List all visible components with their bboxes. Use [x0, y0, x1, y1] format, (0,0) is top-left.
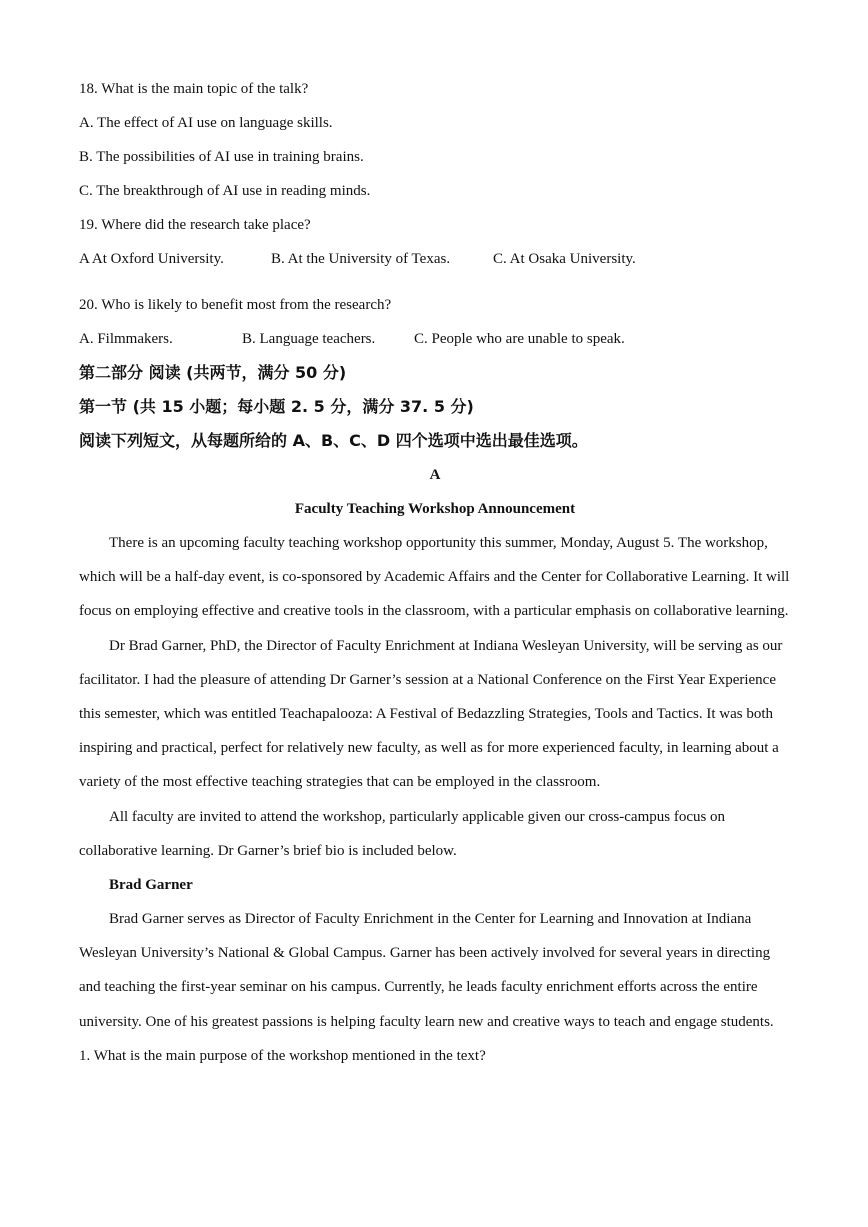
- q19-option-b: B. At the University of Texas.: [271, 251, 451, 267]
- part-title: 第二部分 阅读 (共两节，满分 50 分): [79, 363, 347, 382]
- question-19: 19. Where did the research take place?: [79, 217, 311, 233]
- q19-option-c: C. At Osaka University.: [493, 251, 636, 267]
- passage-paragraph-3: All faculty are invited to attend the workshop, particularly applicable given our cross-campus focus on collaborative learning. Dr Garner’s brief bio is included below.: [79, 808, 726, 859]
- q18-option-c: C. The breakthrough of AI use in reading minds.: [79, 183, 371, 199]
- question-18: 18. What is the main topic of the talk?: [79, 81, 309, 97]
- section-title: 第一节 (共 15 小题；每小题 2. 5 分，满分 37. 5 分): [79, 397, 474, 416]
- q19-options: [79, 242, 791, 276]
- section-instruction: 阅读下列短文，从每题所给的 A、B、C、D 四个选项中选出最佳选项。: [79, 431, 588, 450]
- passage-paragraph-1: There is an upcoming faculty teaching workshop opportunity this summer, Monday, August 5. The workshop, which will be a half-day event, is co-sponsored by Academic Affairs and the Center for Collaborative Learning. It will focus on employing effective and creative tools in the classroom, with a particular emphasis on collaborative learning.: [79, 535, 790, 620]
- q20-option-b: B. Language teachers.: [242, 331, 376, 347]
- passage-paragraph-2: Dr Brad Garner, PhD, the Director of Faculty Enrichment at Indiana Wesleyan University, will be serving as our facilitator. I had the pleasure of attending Dr Garner’s session at a National Conference on the First Year Experience this semester, which was entitled Teachapalooza: A Festival of Bedazzling Strategies, Tools and Tactics. It was both inspiring and practical, perfect for relatively new faculty, as well as for more experienced faculty, in learning about a variety of the most effective teaching strategies that can be employed in the classroom.: [79, 637, 783, 791]
- bio-paragraph: Brad Garner serves as Director of Faculty Enrichment in the Center for Learning and Innovation at Indiana Wesleyan University’s National & Global Campus. Garner has been actively involved for several years in directing and teaching the first-year seminar on his campus. Currently, he leads faculty enrichment efforts across the entire university. One of his greatest passions is helping faculty learn new and creative ways to teach and engage students.: [79, 911, 774, 1030]
- q20-option-c: C. People who are unable to speak.: [414, 331, 625, 347]
- q20-options: [79, 322, 791, 356]
- q19-option-a: A At Oxford University.: [79, 251, 224, 267]
- bio-heading: Brad Garner: [109, 877, 193, 894]
- passage-label: A: [429, 467, 441, 483]
- q18-option-b: B. The possibilities of AI use in training brains.: [79, 149, 364, 165]
- q20-option-a: A. Filmmakers.: [79, 331, 173, 347]
- question-1: 1. What is the main purpose of the workshop mentioned in the text?: [79, 1047, 486, 1064]
- q18-option-a: A. The effect of AI use on language skills.: [79, 115, 333, 131]
- passage-title: Faculty Teaching Workshop Announcement: [294, 501, 576, 517]
- question-20: 20. Who is likely to benefit most from the research?: [79, 297, 392, 313]
- exam-page: [79, 72, 791, 1073]
